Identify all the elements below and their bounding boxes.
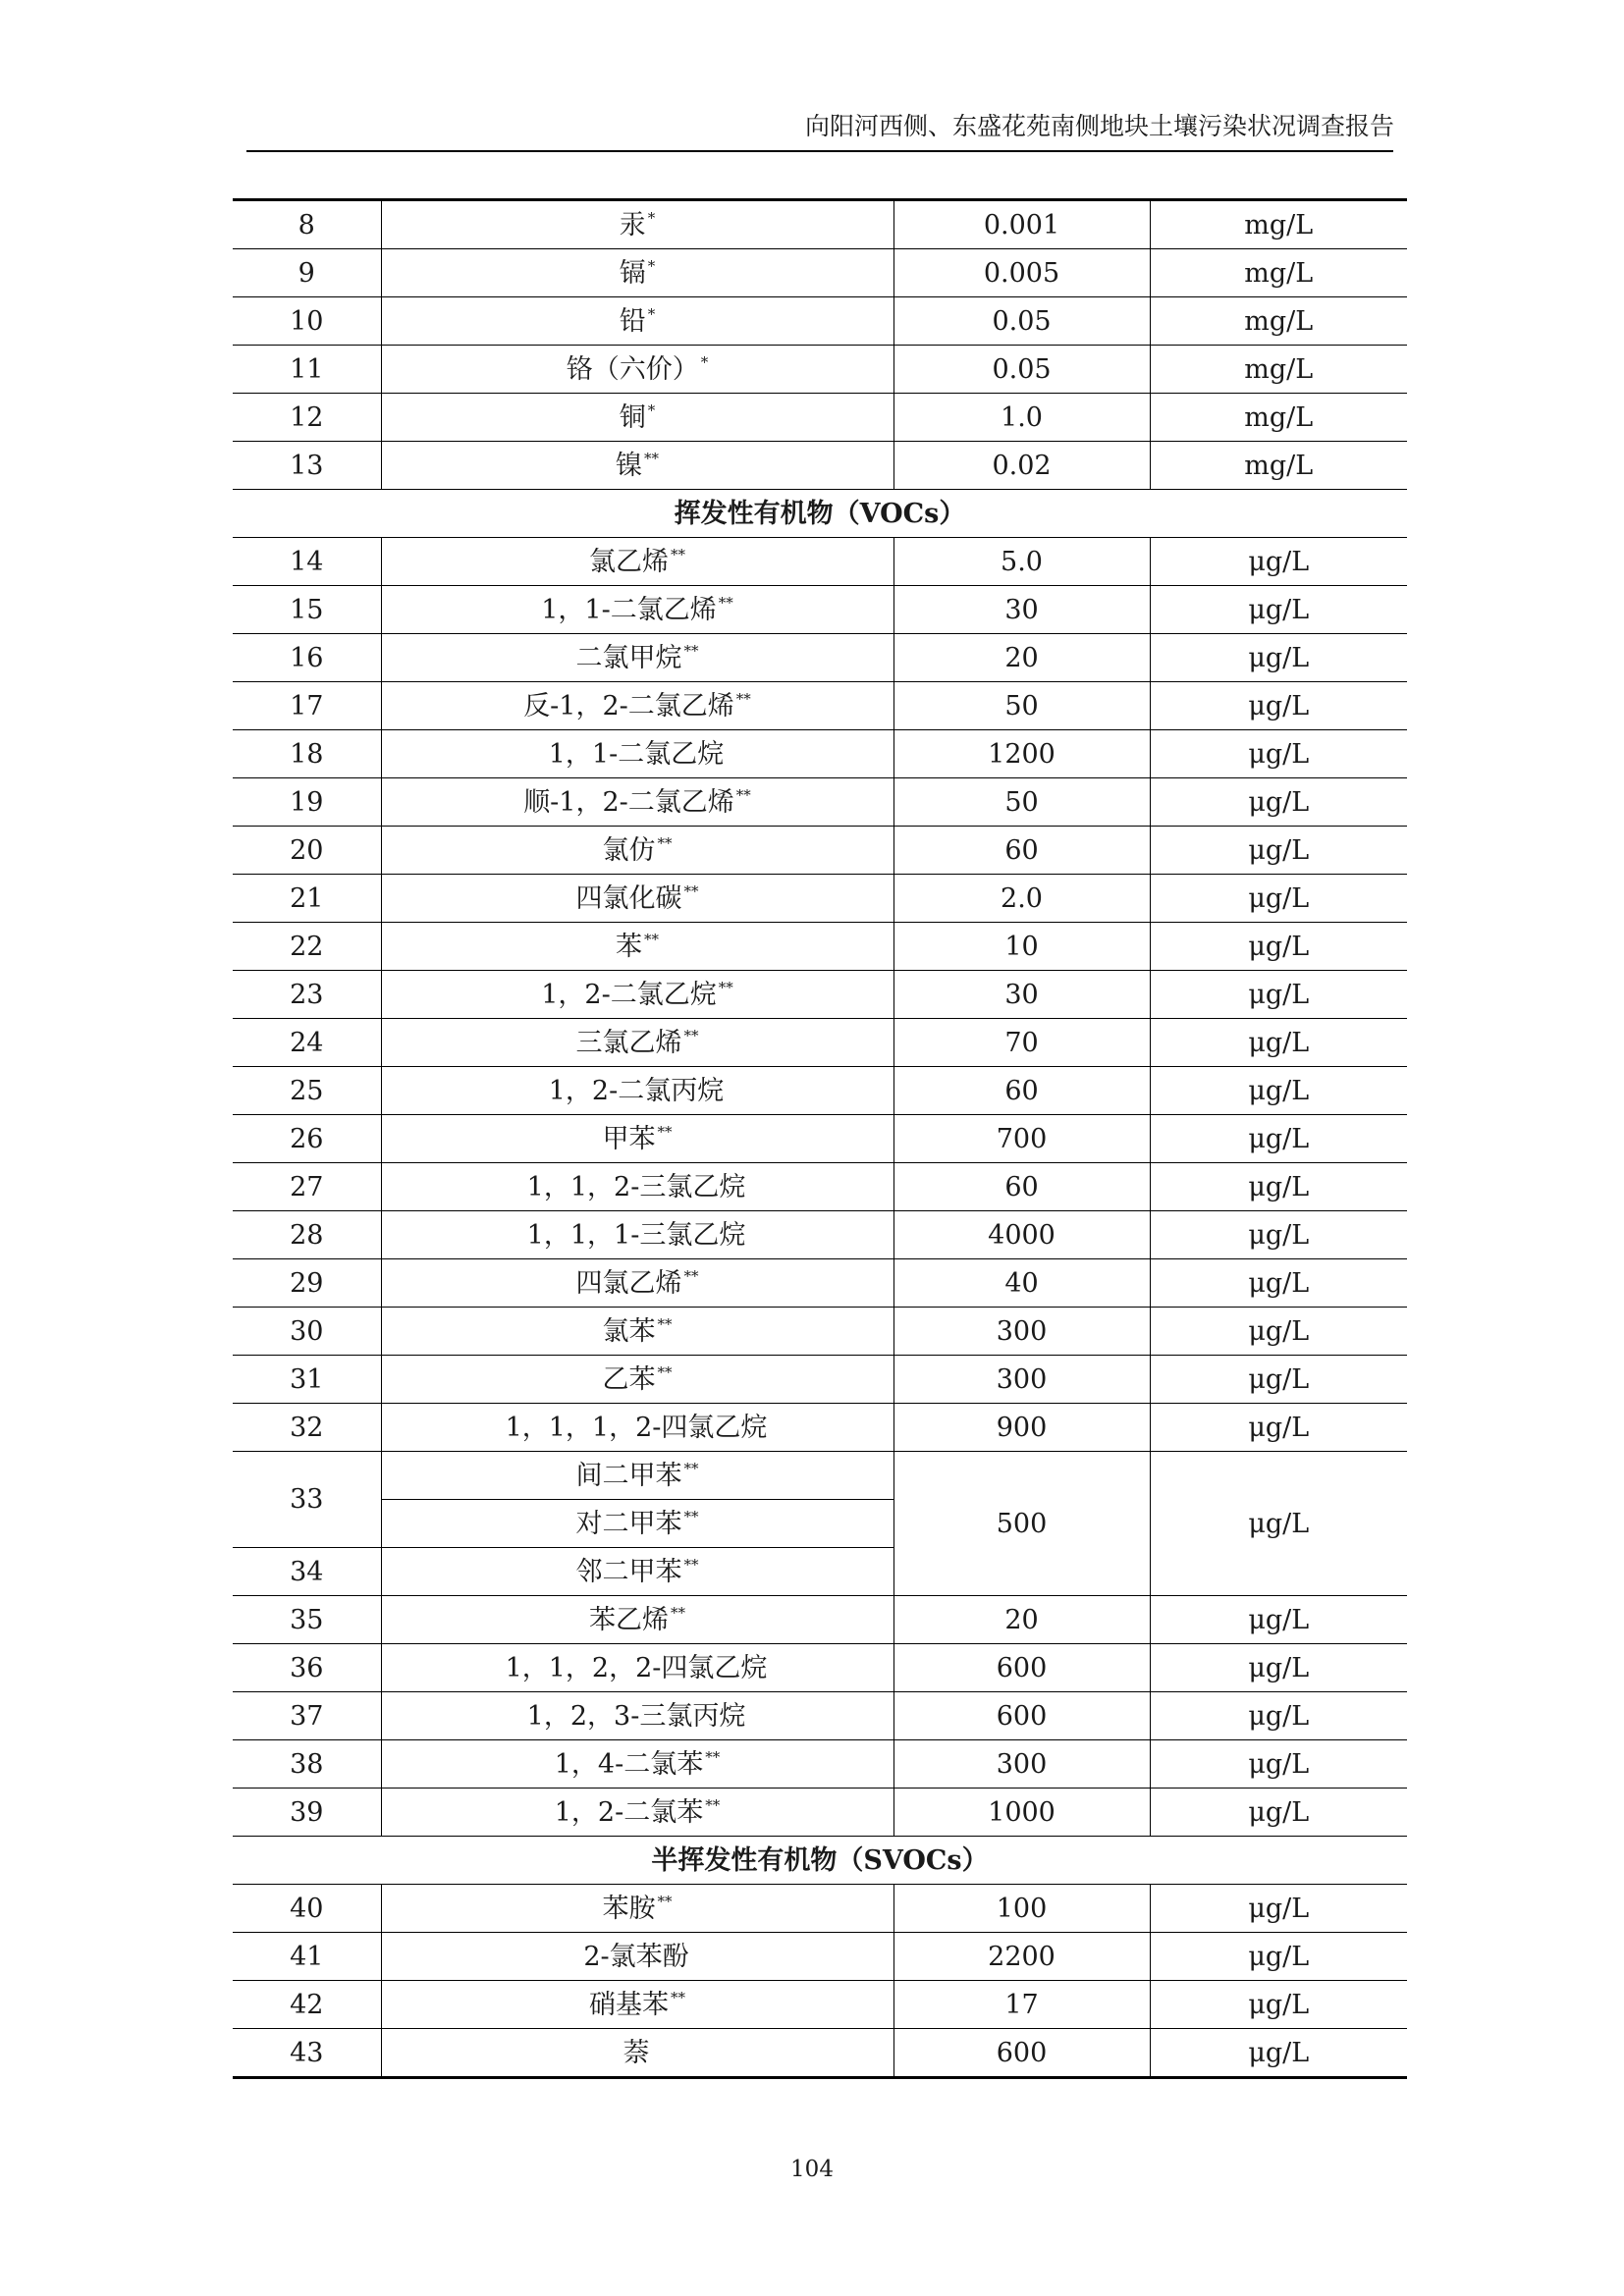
standard-value: 2.0 — [893, 875, 1150, 923]
table-row — [233, 394, 1407, 442]
pollutant-name-cell — [381, 1644, 893, 1692]
standard-value: 1200 — [893, 730, 1150, 778]
unit: μg/L — [1150, 778, 1407, 827]
row-number: 20 — [233, 827, 381, 875]
unit: μg/L — [1150, 586, 1407, 634]
unit: μg/L — [1150, 2029, 1407, 2078]
unit: μg/L — [1150, 923, 1407, 971]
pollutant-name: 苯 — [616, 931, 642, 962]
row-number: 23 — [233, 971, 381, 1019]
footnote-mark: * — [647, 304, 656, 323]
footnote-mark: ** — [644, 930, 659, 948]
standard-value: 900 — [893, 1404, 1150, 1452]
standard-value: 17 — [893, 1981, 1150, 2029]
row-number: 32 — [233, 1404, 381, 1452]
standard-value: 700 — [893, 1115, 1150, 1163]
pollutant-name-cell — [381, 1452, 893, 1500]
pollutant-name: 1，2-二氯丙烷 — [548, 1075, 725, 1106]
row-number: 14 — [233, 538, 381, 586]
pollutant-name-cell — [381, 1211, 893, 1259]
unit: μg/L — [1150, 1163, 1407, 1211]
pollutant-name: 1，1-二氯乙烷 — [548, 738, 725, 770]
standard-value: 300 — [893, 1356, 1150, 1404]
pollutant-name: 四氯化碳 — [575, 882, 682, 914]
table-row — [233, 1644, 1407, 1692]
row-number: 33 — [233, 1452, 381, 1548]
standard-value: 30 — [893, 586, 1150, 634]
table-row — [233, 2029, 1407, 2078]
table-row — [233, 200, 1407, 249]
pollutant-name: 三氯乙烯 — [575, 1027, 682, 1058]
pollutant-name: 1，1，2，2-四氯乙烷 — [505, 1652, 768, 1683]
page-number: 104 — [790, 2157, 834, 2182]
unit: μg/L — [1150, 1789, 1407, 1837]
pollutant-name: 间二甲苯 — [575, 1460, 682, 1491]
pollutant-name-cell — [381, 538, 893, 586]
table-row — [233, 778, 1407, 827]
pollutant-name: 1，1，1-三氯乙烷 — [526, 1219, 746, 1251]
table-row — [233, 1692, 1407, 1740]
footnote-mark: ** — [644, 449, 659, 467]
standard-value: 300 — [893, 1308, 1150, 1356]
row-number: 10 — [233, 297, 381, 346]
row-number: 19 — [233, 778, 381, 827]
unit: mg/L — [1150, 249, 1407, 297]
svoc-category-row — [233, 1837, 1407, 1885]
footnote-mark: ** — [671, 1988, 685, 2006]
unit: μg/L — [1150, 538, 1407, 586]
standard-value: 0.05 — [893, 346, 1150, 394]
table-row — [233, 730, 1407, 778]
pollutant-name-cell — [381, 1259, 893, 1308]
pollutant-name-cell — [381, 2029, 893, 2078]
table-row — [233, 538, 1407, 586]
pollutant-name: 2-氯苯酚 — [583, 1941, 689, 1972]
row-number: 42 — [233, 1981, 381, 2029]
footnote-mark: * — [700, 352, 709, 371]
pollutant-name: 氯仿 — [602, 834, 656, 866]
pollutant-name-cell — [381, 1596, 893, 1644]
pollutant-name: 反-1，2-二氯乙烯 — [523, 690, 734, 721]
pollutant-name-cell — [381, 827, 893, 875]
unit: μg/L — [1150, 1644, 1407, 1692]
pollutant-name-cell — [381, 1356, 893, 1404]
voc-category-row — [233, 490, 1407, 538]
standard-value: 70 — [893, 1019, 1150, 1067]
row-number: 27 — [233, 1163, 381, 1211]
unit: μg/L — [1150, 875, 1407, 923]
unit: μg/L — [1150, 1404, 1407, 1452]
pollutant-name: 萘 — [623, 2037, 650, 2068]
standard-value: 100 — [893, 1885, 1150, 1933]
footnote-mark: ** — [683, 881, 699, 900]
standard-value: 0.005 — [893, 249, 1150, 297]
row-number: 22 — [233, 923, 381, 971]
standard-value: 300 — [893, 1740, 1150, 1789]
footnote-mark: ** — [657, 1362, 673, 1381]
footnote-mark: ** — [683, 641, 699, 660]
standard-value: 20 — [893, 1596, 1150, 1644]
pollutant-name-cell — [381, 1115, 893, 1163]
pollutant-name: 氯苯 — [602, 1315, 656, 1347]
table-row — [233, 346, 1407, 394]
row-number: 18 — [233, 730, 381, 778]
row-number: 41 — [233, 1933, 381, 1981]
standard-value: 0.05 — [893, 297, 1150, 346]
unit: μg/L — [1150, 1019, 1407, 1067]
standard-value: 50 — [893, 682, 1150, 730]
pollutant-name-cell — [381, 730, 893, 778]
report-header-title: 向阳河西侧、东盛花苑南侧地块土壤污染状况调查报告 — [804, 112, 1394, 140]
table-row — [233, 586, 1407, 634]
table-row — [233, 682, 1407, 730]
unit: μg/L — [1150, 1115, 1407, 1163]
pollutant-name: 镍 — [616, 450, 642, 481]
table-row — [233, 1211, 1407, 1259]
pollutant-name: 苯乙烯 — [589, 1604, 669, 1635]
footnote-mark: ** — [718, 593, 733, 612]
pollutant-name-cell — [381, 1067, 893, 1115]
table-row — [233, 1019, 1407, 1067]
unit: mg/L — [1150, 200, 1407, 249]
pollutant-name-cell — [381, 394, 893, 442]
category-heading: 半挥发性有机物（SVOCs） — [233, 1837, 1407, 1885]
footnote-mark: ** — [671, 1603, 685, 1622]
table-row — [233, 249, 1407, 297]
pollutant-name: 四氯乙烯 — [575, 1267, 682, 1299]
pollutant-name-cell — [381, 682, 893, 730]
standard-value: 600 — [893, 2029, 1150, 2078]
footnote-mark: ** — [657, 1122, 673, 1141]
unit: mg/L — [1150, 442, 1407, 490]
pollutant-name-cell — [381, 923, 893, 971]
pollutant-name-cell — [381, 346, 893, 394]
unit: μg/L — [1150, 1885, 1407, 1933]
pollutant-name-cell — [381, 1404, 893, 1452]
footnote-mark: * — [647, 400, 656, 419]
pollutant-name-cell — [381, 1789, 893, 1837]
footnote-mark: ** — [683, 1026, 699, 1044]
pollutant-name-cell — [381, 249, 893, 297]
pollutant-name-cell — [381, 586, 893, 634]
unit: μg/L — [1150, 730, 1407, 778]
unit: μg/L — [1150, 1740, 1407, 1789]
row-number: 43 — [233, 2029, 381, 2078]
table-row — [233, 971, 1407, 1019]
standard-value: 5.0 — [893, 538, 1150, 586]
footnote-mark: ** — [705, 1795, 721, 1814]
table-row — [233, 1885, 1407, 1933]
pollutant-name: 苯胺 — [602, 1893, 656, 1924]
unit: mg/L — [1150, 394, 1407, 442]
unit: μg/L — [1150, 1692, 1407, 1740]
footnote-mark: ** — [718, 978, 733, 996]
pollutant-name-cell — [381, 1163, 893, 1211]
footnote-mark: ** — [657, 1314, 673, 1333]
row-number: 8 — [233, 200, 381, 249]
unit: μg/L — [1150, 1933, 1407, 1981]
pollutant-name-cell — [381, 1885, 893, 1933]
table-row — [233, 1452, 1407, 1500]
table-row — [233, 1067, 1407, 1115]
table-row — [233, 1596, 1407, 1644]
unit: mg/L — [1150, 297, 1407, 346]
pollutant-name: 二氯甲烷 — [575, 642, 682, 673]
pollutant-name: 邻二甲苯 — [575, 1556, 682, 1587]
pollutant-name: 汞 — [619, 209, 646, 240]
pollutant-name: 铜 — [619, 401, 646, 433]
row-number: 9 — [233, 249, 381, 297]
row-number: 36 — [233, 1644, 381, 1692]
standard-value: 600 — [893, 1692, 1150, 1740]
row-number: 13 — [233, 442, 381, 490]
standard-value: 600 — [893, 1644, 1150, 1692]
table-row — [233, 1163, 1407, 1211]
category-heading: 挥发性有机物（VOCs） — [233, 490, 1407, 538]
pollutant-name-cell — [381, 634, 893, 682]
pollutant-name: 1，1，2-三氯乙烷 — [526, 1171, 746, 1202]
table-row — [233, 1933, 1407, 1981]
row-number: 34 — [233, 1548, 381, 1596]
pollutant-name-cell — [381, 200, 893, 249]
footnote-mark: * — [647, 256, 656, 275]
footnote-mark: ** — [657, 833, 673, 852]
pollutant-name: 对二甲苯 — [575, 1508, 682, 1539]
standard-value: 1000 — [893, 1789, 1150, 1837]
row-number: 25 — [233, 1067, 381, 1115]
pollutant-name-cell — [381, 1933, 893, 1981]
pollutant-name: 氯乙烯 — [589, 546, 669, 577]
footnote-mark: ** — [735, 785, 751, 804]
unit: μg/L — [1150, 1356, 1407, 1404]
pollutant-name-cell — [381, 1548, 893, 1596]
row-number: 29 — [233, 1259, 381, 1308]
footnote-mark: ** — [683, 1266, 699, 1285]
footnote-mark: * — [647, 208, 656, 227]
pollutant-name-cell — [381, 1692, 893, 1740]
table-row — [233, 875, 1407, 923]
footnote-mark: ** — [683, 1555, 699, 1574]
pollutant-name: 铅 — [619, 305, 646, 337]
unit: μg/L — [1150, 1452, 1407, 1596]
standard-value: 500 — [893, 1452, 1150, 1596]
standard-value: 60 — [893, 827, 1150, 875]
row-number: 40 — [233, 1885, 381, 1933]
row-number: 26 — [233, 1115, 381, 1163]
pollutant-name: 乙苯 — [602, 1363, 656, 1395]
unit: μg/L — [1150, 682, 1407, 730]
table-row — [233, 1789, 1407, 1837]
unit: μg/L — [1150, 1981, 1407, 2029]
table-row — [233, 923, 1407, 971]
row-number: 35 — [233, 1596, 381, 1644]
footnote-mark: ** — [705, 1747, 721, 1766]
unit: μg/L — [1150, 1067, 1407, 1115]
pollutant-name: 1，1，1，2-四氯乙烷 — [505, 1412, 768, 1443]
pollutant-name: 1，2-二氯乙烷 — [541, 979, 717, 1010]
pollutant-name: 硝基苯 — [589, 1989, 669, 2020]
row-number: 16 — [233, 634, 381, 682]
standard-value: 20 — [893, 634, 1150, 682]
row-number: 39 — [233, 1789, 381, 1837]
pollutant-name-cell — [381, 442, 893, 490]
unit: mg/L — [1150, 346, 1407, 394]
row-number: 24 — [233, 1019, 381, 1067]
pollutant-name: 1，2，3-三氯丙烷 — [526, 1700, 746, 1732]
unit: μg/L — [1150, 827, 1407, 875]
row-number: 37 — [233, 1692, 381, 1740]
row-number: 30 — [233, 1308, 381, 1356]
pollutant-name-cell — [381, 1740, 893, 1789]
table-row — [233, 1308, 1407, 1356]
pollutant-name: 1，1-二氯乙烯 — [541, 594, 717, 625]
standard-value: 1.0 — [893, 394, 1150, 442]
standard-value: 40 — [893, 1259, 1150, 1308]
row-number: 11 — [233, 346, 381, 394]
unit: μg/L — [1150, 1259, 1407, 1308]
standard-value: 60 — [893, 1163, 1150, 1211]
pollutant-name: 镉 — [619, 257, 646, 289]
table-row — [233, 297, 1407, 346]
pollutant-name-cell — [381, 1500, 893, 1548]
standard-value: 50 — [893, 778, 1150, 827]
pollutant-name: 铬（六价） — [566, 353, 699, 385]
pollutant-name-cell — [381, 1308, 893, 1356]
pollutant-name-cell — [381, 297, 893, 346]
unit: μg/L — [1150, 634, 1407, 682]
unit: μg/L — [1150, 1211, 1407, 1259]
unit: μg/L — [1150, 1308, 1407, 1356]
standard-value: 30 — [893, 971, 1150, 1019]
row-number: 31 — [233, 1356, 381, 1404]
row-number: 21 — [233, 875, 381, 923]
table-row — [233, 1356, 1407, 1404]
table-row — [233, 442, 1407, 490]
pollutant-name-cell — [381, 971, 893, 1019]
standard-value: 10 — [893, 923, 1150, 971]
table-row — [233, 634, 1407, 682]
table-row — [233, 827, 1407, 875]
unit: μg/L — [1150, 1596, 1407, 1644]
table-row — [233, 1404, 1407, 1452]
pollutant-name: 顺-1，2-二氯乙烯 — [523, 786, 734, 818]
table-row — [233, 1981, 1407, 2029]
footnote-mark: ** — [683, 1459, 699, 1477]
table-row — [233, 1115, 1407, 1163]
row-number: 38 — [233, 1740, 381, 1789]
pollutant-name-cell — [381, 875, 893, 923]
standard-value: 0.02 — [893, 442, 1150, 490]
standard-value: 60 — [893, 1067, 1150, 1115]
pollutant-name-cell — [381, 778, 893, 827]
footnote-mark: ** — [735, 689, 751, 708]
unit: μg/L — [1150, 971, 1407, 1019]
footnote-mark: ** — [683, 1507, 699, 1525]
footnote-mark: ** — [671, 545, 685, 563]
pollutant-name-cell — [381, 1019, 893, 1067]
row-number: 15 — [233, 586, 381, 634]
standard-value: 2200 — [893, 1933, 1150, 1981]
table-row — [233, 1740, 1407, 1789]
footnote-mark: ** — [657, 1892, 673, 1910]
standard-value: 4000 — [893, 1211, 1150, 1259]
pollutant-name-cell — [381, 1981, 893, 2029]
screening-values-table — [233, 198, 1407, 2079]
row-number: 28 — [233, 1211, 381, 1259]
row-number: 17 — [233, 682, 381, 730]
table-row — [233, 1259, 1407, 1308]
header-rule — [246, 150, 1393, 152]
pollutant-name: 1，2-二氯苯 — [554, 1796, 704, 1828]
pollutant-name: 甲苯 — [602, 1123, 656, 1154]
standard-value: 0.001 — [893, 200, 1150, 249]
row-number: 12 — [233, 394, 381, 442]
pollutant-name: 1，4-二氯苯 — [554, 1748, 704, 1780]
